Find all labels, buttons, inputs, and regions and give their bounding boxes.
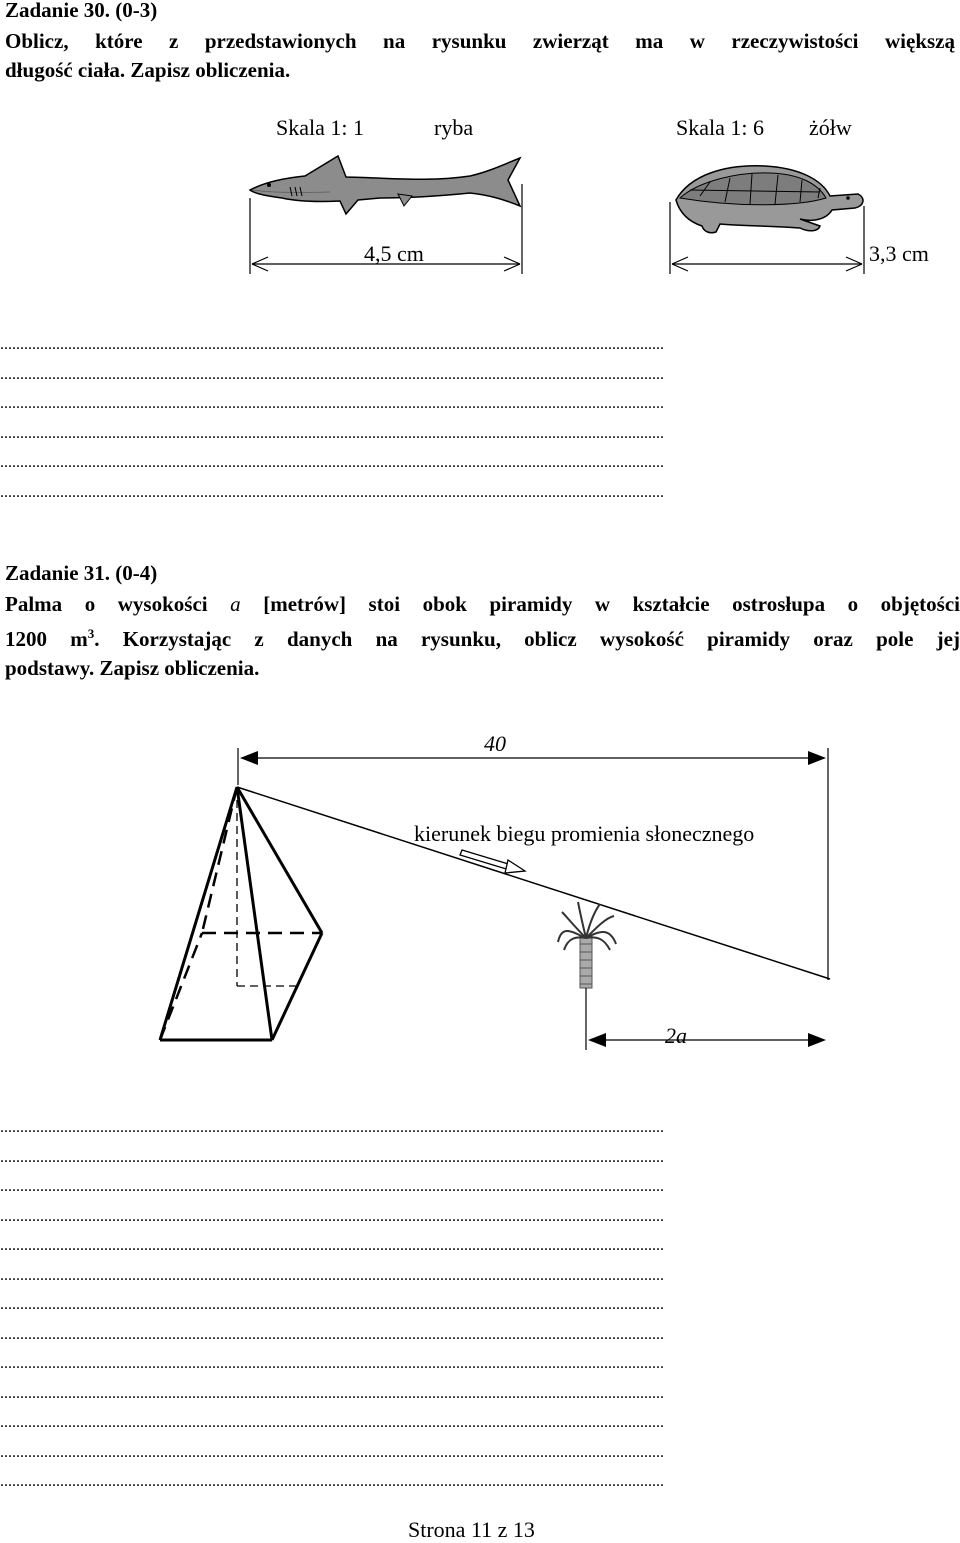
answer-line: ...................................................................................................................................................................... [0, 365, 664, 383]
answer-line: ...................................................................................................................................................................... [0, 1148, 664, 1166]
task-30-answer-area[interactable] [0, 336, 915, 513]
answer-line: ...................................................................................................................................................................... [0, 1443, 664, 1461]
answer-line: ...................................................................................................................................................................... [0, 1178, 664, 1195]
answer-line: ...................................................................................................................................................................... [0, 1266, 664, 1284]
task-30-line-2: długość ciała. Zapisz obliczenia. [5, 58, 291, 82]
task-31-line-1-end: [metrów] stoi obok piramidy w kształcie ostrosłupa o objętości [240, 592, 960, 616]
answer-line: ...................................................................................................................................................................... [0, 1325, 664, 1343]
fish-scale-label: Skala 1: 1 [276, 115, 364, 140]
task-31-line-2-start: 1200 m [5, 627, 88, 651]
animals-figure [0, 140, 960, 280]
fish-name-label: ryba [434, 115, 474, 140]
sun-ray [237, 787, 830, 979]
task-30-instructions [5, 27, 955, 85]
task-31-line-2-end: . Korzystając z danych na rysunku, oblicz wysokość piramidy oraz pole jej [94, 627, 960, 651]
sun-direction-label: kierunek biegu promienia słonecznego [414, 821, 755, 846]
answer-line: ...................................................................................................................................................................... [0, 1207, 664, 1225]
variable-a: a [230, 592, 241, 616]
task-31-line-1-start: Palma o wysokości [5, 592, 231, 616]
turtle-length-label: 3,3 cm [869, 241, 929, 266]
answer-line: ...................................................................................................................................................................... [0, 1119, 664, 1136]
answer-line: ...................................................................................................................................................................... [0, 483, 664, 501]
turtle-name-label: żółw [809, 115, 852, 140]
task-30-line-1: Oblicz, które z przedstawionych na rysunku zwierząt ma w rzeczywistości większą [5, 29, 955, 53]
answer-line: ...................................................................................................................................................................... [0, 1296, 664, 1313]
turtle-icon [676, 166, 863, 233]
answer-line: ...................................................................................................................................................................... [0, 1414, 664, 1431]
answer-line: ...................................................................................................................................................................... [0, 454, 664, 471]
answer-line: ...................................................................................................................................................................... [0, 395, 664, 412]
fish-icon [250, 156, 520, 214]
answer-line: ...................................................................................................................................................................... [0, 1355, 664, 1372]
top-length-label: 40 [484, 731, 506, 756]
fish-length-label: 4,5 cm [364, 241, 424, 266]
task-31-answer-area[interactable] [0, 1119, 918, 1503]
answer-line: ...................................................................................................................................................................... [0, 1384, 664, 1402]
task-31-instructions [5, 590, 960, 683]
palm-tree-icon [558, 902, 616, 988]
answer-line: ...................................................................................................................................................................... [0, 336, 664, 353]
task-31-line-2 [5, 619, 960, 654]
task-31-title: Zadanie 31. (0-4) [5, 561, 158, 585]
exponent: 3 [87, 626, 95, 641]
turtle-scale-label: Skala 1: 6 [676, 115, 764, 140]
answer-line: ...................................................................................................................................................................... [0, 424, 664, 442]
pyramid-shape [160, 787, 322, 1040]
answer-line: ...................................................................................................................................................................... [0, 1237, 664, 1254]
answer-line: ...................................................................................................................................................................... [0, 1473, 664, 1490]
page-number: Strona 11 z 13 [408, 1517, 535, 1542]
task-31-line-1 [5, 590, 960, 619]
bottom-length-label: 2a [665, 1023, 687, 1048]
pyramid-figure [0, 740, 960, 1060]
task-31-line-3: podstawy. Zapisz obliczenia. [5, 656, 260, 680]
task-30-title: Zadanie 30. (0-3) [5, 0, 158, 22]
